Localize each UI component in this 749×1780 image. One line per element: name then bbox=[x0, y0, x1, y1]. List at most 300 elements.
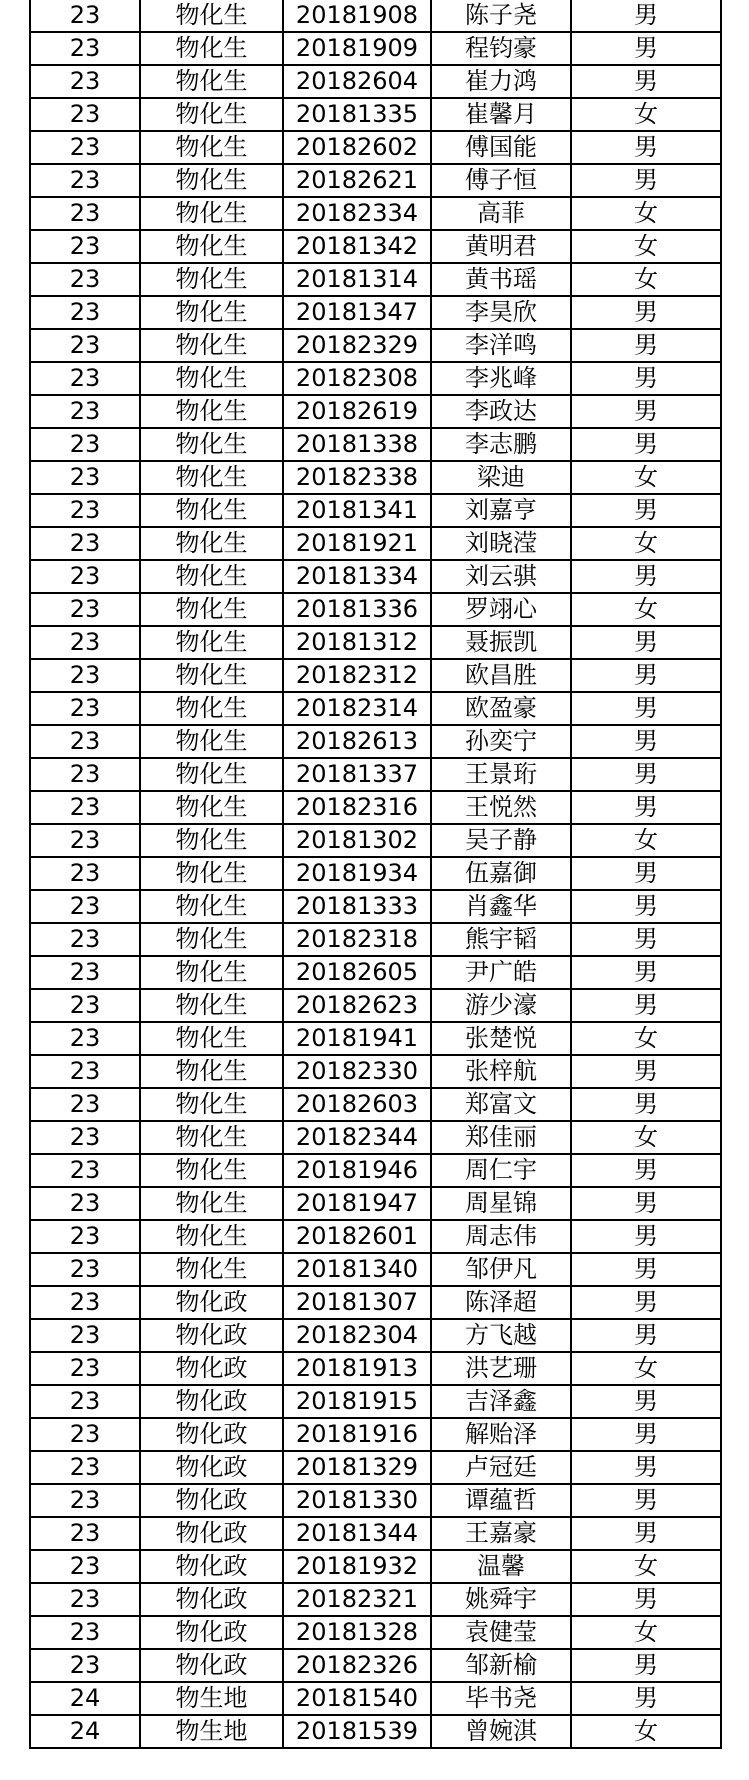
student-id-cell: 20182312 bbox=[283, 659, 431, 692]
subject-combo-cell: 物化生 bbox=[140, 131, 283, 164]
student-name-cell: 李昊欣 bbox=[431, 296, 571, 329]
class-cell: 23 bbox=[30, 1055, 140, 1088]
class-cell: 23 bbox=[30, 758, 140, 791]
student-name-cell: 傅子恒 bbox=[431, 164, 571, 197]
table-row bbox=[30, 527, 721, 560]
subject-combo-cell: 物化政 bbox=[140, 1550, 283, 1583]
subject-combo-cell: 物化生 bbox=[140, 263, 283, 296]
table-row bbox=[30, 428, 721, 461]
table-row bbox=[30, 560, 721, 593]
subject-combo-cell: 物化政 bbox=[140, 1583, 283, 1616]
gender-cell: 男 bbox=[571, 560, 721, 593]
subject-combo-cell: 物化生 bbox=[140, 956, 283, 989]
class-cell: 23 bbox=[30, 131, 140, 164]
student-name-cell: 游少濠 bbox=[431, 989, 571, 1022]
class-cell: 23 bbox=[30, 1517, 140, 1550]
table-row bbox=[30, 923, 721, 956]
gender-cell: 女 bbox=[571, 1022, 721, 1055]
student-id-cell: 20182330 bbox=[283, 1055, 431, 1088]
subject-combo-cell: 物化政 bbox=[140, 1649, 283, 1682]
subject-combo-cell: 物化政 bbox=[140, 1517, 283, 1550]
student-name-cell: 欧盈豪 bbox=[431, 692, 571, 725]
gender-cell: 男 bbox=[571, 1682, 721, 1715]
student-id-cell: 20181329 bbox=[283, 1451, 431, 1484]
student-id-cell: 20181307 bbox=[283, 1286, 431, 1319]
class-cell: 23 bbox=[30, 1418, 140, 1451]
student-id-cell: 20182329 bbox=[283, 329, 431, 362]
student-name-cell: 邹新榆 bbox=[431, 1649, 571, 1682]
subject-combo-cell: 物化生 bbox=[140, 725, 283, 758]
table-row bbox=[30, 1517, 721, 1550]
table-row bbox=[30, 1418, 721, 1451]
student-name-cell: 梁迪 bbox=[431, 461, 571, 494]
gender-cell: 男 bbox=[571, 32, 721, 65]
student-name-cell: 欧昌胜 bbox=[431, 659, 571, 692]
class-cell: 23 bbox=[30, 956, 140, 989]
student-name-cell: 洪艺珊 bbox=[431, 1352, 571, 1385]
table-row bbox=[30, 1220, 721, 1253]
class-cell: 23 bbox=[30, 659, 140, 692]
class-cell: 23 bbox=[30, 791, 140, 824]
student-name-cell: 周星锦 bbox=[431, 1187, 571, 1220]
table-row bbox=[30, 1286, 721, 1319]
student-id-cell: 20181916 bbox=[283, 1418, 431, 1451]
table-row bbox=[30, 791, 721, 824]
class-cell: 23 bbox=[30, 1253, 140, 1286]
subject-combo-cell: 物化生 bbox=[140, 1088, 283, 1121]
class-cell: 23 bbox=[30, 461, 140, 494]
subject-combo-cell: 物化政 bbox=[140, 1484, 283, 1517]
student-id-cell: 20181312 bbox=[283, 626, 431, 659]
subject-combo-cell: 物化生 bbox=[140, 296, 283, 329]
class-cell: 23 bbox=[30, 230, 140, 263]
table-row bbox=[30, 98, 721, 131]
class-cell: 23 bbox=[30, 98, 140, 131]
subject-combo-cell: 物化生 bbox=[140, 164, 283, 197]
subject-combo-cell: 物化政 bbox=[140, 1616, 283, 1649]
student-id-cell: 20181344 bbox=[283, 1517, 431, 1550]
student-id-cell: 20182304 bbox=[283, 1319, 431, 1352]
subject-combo-cell: 物化生 bbox=[140, 989, 283, 1022]
student-id-cell: 20181338 bbox=[283, 428, 431, 461]
table-row bbox=[30, 263, 721, 296]
subject-combo-cell: 物化生 bbox=[140, 0, 283, 32]
class-cell: 23 bbox=[30, 362, 140, 395]
table-row bbox=[30, 494, 721, 527]
table-row bbox=[30, 692, 721, 725]
gender-cell: 男 bbox=[571, 1319, 721, 1352]
gender-cell: 男 bbox=[571, 857, 721, 890]
gender-cell: 男 bbox=[571, 626, 721, 659]
gender-cell: 女 bbox=[571, 1550, 721, 1583]
subject-combo-cell: 物化生 bbox=[140, 1253, 283, 1286]
class-cell: 23 bbox=[30, 1187, 140, 1220]
gender-cell: 男 bbox=[571, 989, 721, 1022]
gender-cell: 男 bbox=[571, 428, 721, 461]
student-name-cell: 聂振凯 bbox=[431, 626, 571, 659]
table-row bbox=[30, 593, 721, 626]
student-name-cell: 吴子静 bbox=[431, 824, 571, 857]
class-cell: 23 bbox=[30, 1319, 140, 1352]
student-name-cell: 张梓航 bbox=[431, 1055, 571, 1088]
student-id-cell: 20181330 bbox=[283, 1484, 431, 1517]
student-name-cell: 王嘉豪 bbox=[431, 1517, 571, 1550]
subject-combo-cell: 物化生 bbox=[140, 857, 283, 890]
table-row bbox=[30, 65, 721, 98]
subject-combo-cell: 物化生 bbox=[140, 1121, 283, 1154]
class-cell: 23 bbox=[30, 989, 140, 1022]
student-name-cell: 罗翊心 bbox=[431, 593, 571, 626]
gender-cell: 女 bbox=[571, 230, 721, 263]
table-row bbox=[30, 1121, 721, 1154]
student-id-cell: 20181328 bbox=[283, 1616, 431, 1649]
student-name-cell: 方飞越 bbox=[431, 1319, 571, 1352]
table-row bbox=[30, 1550, 721, 1583]
student-name-cell: 熊宇韬 bbox=[431, 923, 571, 956]
table-row bbox=[30, 725, 721, 758]
subject-combo-cell: 物化生 bbox=[140, 1022, 283, 1055]
gender-cell: 男 bbox=[571, 791, 721, 824]
class-cell: 23 bbox=[30, 1022, 140, 1055]
subject-combo-cell: 物化政 bbox=[140, 1352, 283, 1385]
student-id-cell: 20182619 bbox=[283, 395, 431, 428]
table-row bbox=[30, 131, 721, 164]
student-name-cell: 郑佳丽 bbox=[431, 1121, 571, 1154]
student-name-cell: 邹伊凡 bbox=[431, 1253, 571, 1286]
gender-cell: 男 bbox=[571, 923, 721, 956]
student-id-cell: 20182344 bbox=[283, 1121, 431, 1154]
student-id-cell: 20181946 bbox=[283, 1154, 431, 1187]
class-cell: 23 bbox=[30, 857, 140, 890]
class-cell: 23 bbox=[30, 197, 140, 230]
student-id-cell: 20181913 bbox=[283, 1352, 431, 1385]
table-row bbox=[30, 164, 721, 197]
class-cell: 24 bbox=[30, 1682, 140, 1715]
student-name-cell: 崔馨月 bbox=[431, 98, 571, 131]
gender-cell: 男 bbox=[571, 1187, 721, 1220]
gender-cell: 女 bbox=[571, 1352, 721, 1385]
subject-combo-cell: 物化生 bbox=[140, 1187, 283, 1220]
table-row bbox=[30, 890, 721, 923]
gender-cell: 男 bbox=[571, 1154, 721, 1187]
subject-combo-cell: 物化生 bbox=[140, 329, 283, 362]
class-cell: 23 bbox=[30, 296, 140, 329]
student-id-cell: 20181334 bbox=[283, 560, 431, 593]
student-name-cell: 孙奕宁 bbox=[431, 725, 571, 758]
student-name-cell: 陈子尧 bbox=[431, 0, 571, 32]
student-id-cell: 20182603 bbox=[283, 1088, 431, 1121]
student-name-cell: 周仁宇 bbox=[431, 1154, 571, 1187]
table-row bbox=[30, 1319, 721, 1352]
class-cell: 23 bbox=[30, 1088, 140, 1121]
class-cell: 23 bbox=[30, 395, 140, 428]
class-cell: 23 bbox=[30, 560, 140, 593]
table-row bbox=[30, 461, 721, 494]
gender-cell: 男 bbox=[571, 659, 721, 692]
class-cell: 23 bbox=[30, 725, 140, 758]
student-name-cell: 周志伟 bbox=[431, 1220, 571, 1253]
table-row bbox=[30, 0, 721, 32]
student-id-cell: 20181336 bbox=[283, 593, 431, 626]
table-row bbox=[30, 1715, 721, 1748]
student-name-cell: 谭蕴哲 bbox=[431, 1484, 571, 1517]
student-id-cell: 20182621 bbox=[283, 164, 431, 197]
student-name-cell: 黄明君 bbox=[431, 230, 571, 263]
subject-combo-cell: 物化生 bbox=[140, 461, 283, 494]
gender-cell: 男 bbox=[571, 890, 721, 923]
table-row bbox=[30, 296, 721, 329]
class-cell: 23 bbox=[30, 329, 140, 362]
gender-cell: 男 bbox=[571, 65, 721, 98]
gender-cell: 男 bbox=[571, 1451, 721, 1484]
table-row bbox=[30, 1055, 721, 1088]
gender-cell: 男 bbox=[571, 1286, 721, 1319]
class-cell: 23 bbox=[30, 626, 140, 659]
gender-cell: 女 bbox=[571, 527, 721, 560]
gender-cell: 男 bbox=[571, 1649, 721, 1682]
subject-combo-cell: 物化生 bbox=[140, 560, 283, 593]
student-id-cell: 20181941 bbox=[283, 1022, 431, 1055]
student-name-cell: 郑富文 bbox=[431, 1088, 571, 1121]
student-name-cell: 毕书尧 bbox=[431, 1682, 571, 1715]
table-row bbox=[30, 329, 721, 362]
student-name-cell: 解贻泽 bbox=[431, 1418, 571, 1451]
gender-cell: 男 bbox=[571, 131, 721, 164]
student-id-cell: 20182314 bbox=[283, 692, 431, 725]
student-id-cell: 20182604 bbox=[283, 65, 431, 98]
gender-cell: 男 bbox=[571, 0, 721, 32]
gender-cell: 男 bbox=[571, 1088, 721, 1121]
table-row bbox=[30, 1352, 721, 1385]
class-cell: 23 bbox=[30, 1121, 140, 1154]
student-name-cell: 姚舜宇 bbox=[431, 1583, 571, 1616]
gender-cell: 男 bbox=[571, 1220, 721, 1253]
table-row bbox=[30, 395, 721, 428]
table-row bbox=[30, 1187, 721, 1220]
student-name-cell: 李兆峰 bbox=[431, 362, 571, 395]
subject-combo-cell: 物生地 bbox=[140, 1715, 283, 1748]
student-name-cell: 刘云骐 bbox=[431, 560, 571, 593]
subject-combo-cell: 物化生 bbox=[140, 626, 283, 659]
student-id-cell: 20181340 bbox=[283, 1253, 431, 1286]
subject-combo-cell: 物化生 bbox=[140, 32, 283, 65]
class-cell: 23 bbox=[30, 494, 140, 527]
subject-combo-cell: 物化生 bbox=[140, 593, 283, 626]
student-name-cell: 卢冠廷 bbox=[431, 1451, 571, 1484]
student-id-cell: 20181337 bbox=[283, 758, 431, 791]
gender-cell: 女 bbox=[571, 197, 721, 230]
subject-combo-cell: 物化生 bbox=[140, 98, 283, 131]
table-row bbox=[30, 626, 721, 659]
subject-combo-cell: 物化生 bbox=[140, 758, 283, 791]
gender-cell: 男 bbox=[571, 1253, 721, 1286]
gender-cell: 女 bbox=[571, 1121, 721, 1154]
student-id-cell: 20181909 bbox=[283, 32, 431, 65]
subject-combo-cell: 物化政 bbox=[140, 1385, 283, 1418]
subject-combo-cell: 物化政 bbox=[140, 1286, 283, 1319]
table-row bbox=[30, 1088, 721, 1121]
student-id-cell: 20181934 bbox=[283, 857, 431, 890]
class-cell: 23 bbox=[30, 890, 140, 923]
gender-cell: 男 bbox=[571, 296, 721, 329]
class-cell: 23 bbox=[30, 1154, 140, 1187]
student-name-cell: 王悦然 bbox=[431, 791, 571, 824]
class-cell: 23 bbox=[30, 1616, 140, 1649]
subject-combo-cell: 物化生 bbox=[140, 692, 283, 725]
gender-cell: 男 bbox=[571, 692, 721, 725]
class-cell: 23 bbox=[30, 692, 140, 725]
gender-cell: 女 bbox=[571, 1616, 721, 1649]
table-row bbox=[30, 32, 721, 65]
gender-cell: 女 bbox=[571, 461, 721, 494]
class-cell: 23 bbox=[30, 923, 140, 956]
subject-combo-cell: 物化生 bbox=[140, 659, 283, 692]
table-row bbox=[30, 230, 721, 263]
class-cell: 23 bbox=[30, 428, 140, 461]
student-roster-table bbox=[29, 0, 722, 1749]
gender-cell: 男 bbox=[571, 1385, 721, 1418]
table-row bbox=[30, 1253, 721, 1286]
class-cell: 23 bbox=[30, 0, 140, 32]
student-name-cell: 张楚悦 bbox=[431, 1022, 571, 1055]
class-cell: 24 bbox=[30, 1715, 140, 1748]
gender-cell: 女 bbox=[571, 263, 721, 296]
gender-cell: 男 bbox=[571, 1418, 721, 1451]
student-name-cell: 尹广皓 bbox=[431, 956, 571, 989]
student-id-cell: 20182601 bbox=[283, 1220, 431, 1253]
student-id-cell: 20182316 bbox=[283, 791, 431, 824]
subject-combo-cell: 物化生 bbox=[140, 923, 283, 956]
student-name-cell: 傅国能 bbox=[431, 131, 571, 164]
student-name-cell: 吉泽鑫 bbox=[431, 1385, 571, 1418]
subject-combo-cell: 物化生 bbox=[140, 1154, 283, 1187]
student-id-cell: 20182605 bbox=[283, 956, 431, 989]
subject-combo-cell: 物化生 bbox=[140, 428, 283, 461]
gender-cell: 男 bbox=[571, 1484, 721, 1517]
student-name-cell: 黄书瑶 bbox=[431, 263, 571, 296]
subject-combo-cell: 物化生 bbox=[140, 362, 283, 395]
student-name-cell: 刘嘉亨 bbox=[431, 494, 571, 527]
student-id-cell: 20181932 bbox=[283, 1550, 431, 1583]
student-name-cell: 高菲 bbox=[431, 197, 571, 230]
subject-combo-cell: 物化生 bbox=[140, 527, 283, 560]
class-cell: 23 bbox=[30, 1484, 140, 1517]
student-id-cell: 20182602 bbox=[283, 131, 431, 164]
subject-combo-cell: 物生地 bbox=[140, 1682, 283, 1715]
student-name-cell: 程钧豪 bbox=[431, 32, 571, 65]
student-id-cell: 20181335 bbox=[283, 98, 431, 131]
subject-combo-cell: 物化政 bbox=[140, 1319, 283, 1352]
student-id-cell: 20182623 bbox=[283, 989, 431, 1022]
student-name-cell: 陈泽超 bbox=[431, 1286, 571, 1319]
table-row bbox=[30, 659, 721, 692]
student-id-cell: 20181539 bbox=[283, 1715, 431, 1748]
roster-body bbox=[30, 0, 721, 1748]
subject-combo-cell: 物化生 bbox=[140, 395, 283, 428]
class-cell: 23 bbox=[30, 1352, 140, 1385]
table-row bbox=[30, 1616, 721, 1649]
subject-combo-cell: 物化生 bbox=[140, 65, 283, 98]
table-row bbox=[30, 1682, 721, 1715]
student-name-cell: 李洋鸣 bbox=[431, 329, 571, 362]
student-id-cell: 20181342 bbox=[283, 230, 431, 263]
subject-combo-cell: 物化生 bbox=[140, 1220, 283, 1253]
subject-combo-cell: 物化生 bbox=[140, 230, 283, 263]
class-cell: 23 bbox=[30, 65, 140, 98]
student-id-cell: 20182613 bbox=[283, 725, 431, 758]
subject-combo-cell: 物化生 bbox=[140, 494, 283, 527]
gender-cell: 男 bbox=[571, 494, 721, 527]
subject-combo-cell: 物化生 bbox=[140, 1055, 283, 1088]
gender-cell: 女 bbox=[571, 593, 721, 626]
student-name-cell: 李志鹏 bbox=[431, 428, 571, 461]
gender-cell: 男 bbox=[571, 725, 721, 758]
student-name-cell: 崔力鸿 bbox=[431, 65, 571, 98]
gender-cell: 女 bbox=[571, 1715, 721, 1748]
table-row bbox=[30, 1154, 721, 1187]
gender-cell: 男 bbox=[571, 164, 721, 197]
student-id-cell: 20181908 bbox=[283, 0, 431, 32]
student-id-cell: 20181921 bbox=[283, 527, 431, 560]
class-cell: 23 bbox=[30, 527, 140, 560]
student-id-cell: 20181540 bbox=[283, 1682, 431, 1715]
table-row bbox=[30, 1649, 721, 1682]
student-name-cell: 伍嘉御 bbox=[431, 857, 571, 890]
gender-cell: 女 bbox=[571, 98, 721, 131]
gender-cell: 男 bbox=[571, 956, 721, 989]
class-cell: 23 bbox=[30, 1583, 140, 1616]
student-id-cell: 20181347 bbox=[283, 296, 431, 329]
student-id-cell: 20182338 bbox=[283, 461, 431, 494]
gender-cell: 男 bbox=[571, 362, 721, 395]
class-cell: 23 bbox=[30, 164, 140, 197]
student-name-cell: 李政达 bbox=[431, 395, 571, 428]
class-cell: 23 bbox=[30, 1286, 140, 1319]
class-cell: 23 bbox=[30, 1550, 140, 1583]
student-id-cell: 20181302 bbox=[283, 824, 431, 857]
table-row bbox=[30, 989, 721, 1022]
gender-cell: 男 bbox=[571, 1583, 721, 1616]
gender-cell: 女 bbox=[571, 824, 721, 857]
subject-combo-cell: 物化政 bbox=[140, 1451, 283, 1484]
student-name-cell: 袁健莹 bbox=[431, 1616, 571, 1649]
table-row bbox=[30, 1583, 721, 1616]
student-id-cell: 20181915 bbox=[283, 1385, 431, 1418]
class-cell: 23 bbox=[30, 593, 140, 626]
subject-combo-cell: 物化生 bbox=[140, 824, 283, 857]
student-id-cell: 20182334 bbox=[283, 197, 431, 230]
gender-cell: 男 bbox=[571, 758, 721, 791]
table-row bbox=[30, 1022, 721, 1055]
subject-combo-cell: 物化生 bbox=[140, 197, 283, 230]
table-row bbox=[30, 758, 721, 791]
student-id-cell: 20181314 bbox=[283, 263, 431, 296]
class-cell: 23 bbox=[30, 1649, 140, 1682]
class-cell: 23 bbox=[30, 1385, 140, 1418]
class-cell: 23 bbox=[30, 824, 140, 857]
table-row bbox=[30, 956, 721, 989]
table-row bbox=[30, 824, 721, 857]
student-id-cell: 20182321 bbox=[283, 1583, 431, 1616]
student-id-cell: 20182308 bbox=[283, 362, 431, 395]
class-cell: 23 bbox=[30, 1451, 140, 1484]
student-name-cell: 王景珩 bbox=[431, 758, 571, 791]
subject-combo-cell: 物化生 bbox=[140, 890, 283, 923]
gender-cell: 男 bbox=[571, 1055, 721, 1088]
student-id-cell: 20182326 bbox=[283, 1649, 431, 1682]
class-cell: 23 bbox=[30, 1220, 140, 1253]
gender-cell: 男 bbox=[571, 1517, 721, 1550]
